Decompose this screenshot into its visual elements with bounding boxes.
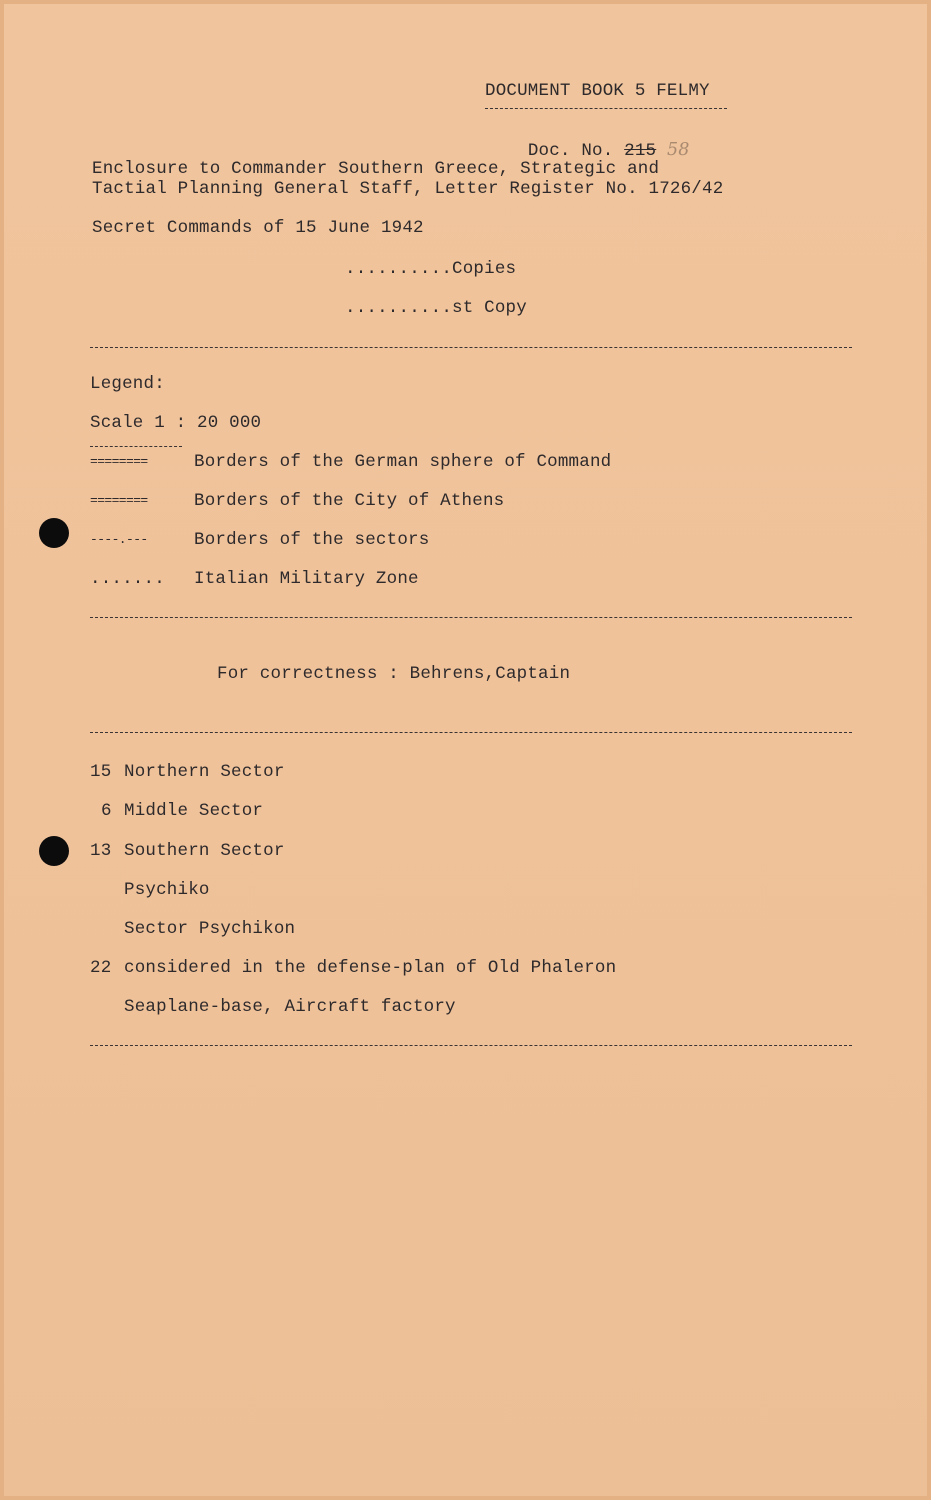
- doc-number-prefix: Doc. No.: [527, 141, 614, 161]
- document-book-label: DOCUMENT BOOK 5 FELMY: [485, 81, 710, 101]
- legend-title: Legend:: [90, 374, 165, 394]
- list-item: Northern Sector: [124, 762, 285, 782]
- divider-3: [90, 732, 852, 733]
- divider-2: [90, 617, 852, 618]
- legend-text-italian-zone: Italian Military Zone: [194, 569, 419, 589]
- legend-symbol-german-border-overline: [90, 446, 182, 447]
- legend-text-sector-border: Borders of the sectors: [194, 530, 430, 550]
- copies-line: ..........Copies: [345, 259, 517, 279]
- list-item: considered in the defense-plan of Old Phaleron: [124, 958, 617, 978]
- legend-symbol-sector-border: ----.---: [90, 532, 148, 547]
- list-number: 15: [90, 762, 112, 782]
- legend-scale: Scale 1 : 20 000: [90, 413, 262, 433]
- legend-symbol-italian-zone: .......: [90, 569, 165, 589]
- list-item: Sector Psychikon: [124, 919, 296, 939]
- doc-number-handwritten: 58: [666, 140, 690, 160]
- list-item: Seaplane-base, Aircraft factory: [124, 997, 456, 1017]
- punch-hole-upper: [39, 518, 69, 548]
- list-number: 22: [90, 958, 112, 978]
- legend-symbol-athens-border: ========: [90, 493, 148, 508]
- header-underline: [485, 108, 727, 109]
- legend-text-german-border: Borders of the German sphere of Command: [194, 452, 612, 472]
- divider-1: [90, 347, 852, 348]
- enclosure-line-2: Tactial Planning General Staff, Letter Register No. 1726/42: [92, 179, 724, 199]
- list-item: Middle Sector: [124, 801, 264, 821]
- list-item: Southern Sector: [124, 841, 285, 861]
- doc-number-struck: 215: [624, 141, 657, 161]
- correctness-signature: For correctness : Behrens,Captain: [217, 664, 571, 684]
- copy-number-line: ..........st Copy: [345, 298, 527, 318]
- legend-text-athens-border: Borders of the City of Athens: [194, 491, 505, 511]
- secret-commands-line: Secret Commands of 15 June 1942: [92, 218, 424, 238]
- list-item: Psychiko: [124, 880, 210, 900]
- punch-hole-lower: [39, 836, 69, 866]
- enclosure-line-1: Enclosure to Commander Southern Greece, Strategic and: [92, 159, 660, 179]
- legend-symbol-german-border: ========: [90, 454, 148, 469]
- divider-4: [90, 1045, 852, 1046]
- list-number: 13: [90, 841, 112, 861]
- list-number: 6: [101, 801, 112, 821]
